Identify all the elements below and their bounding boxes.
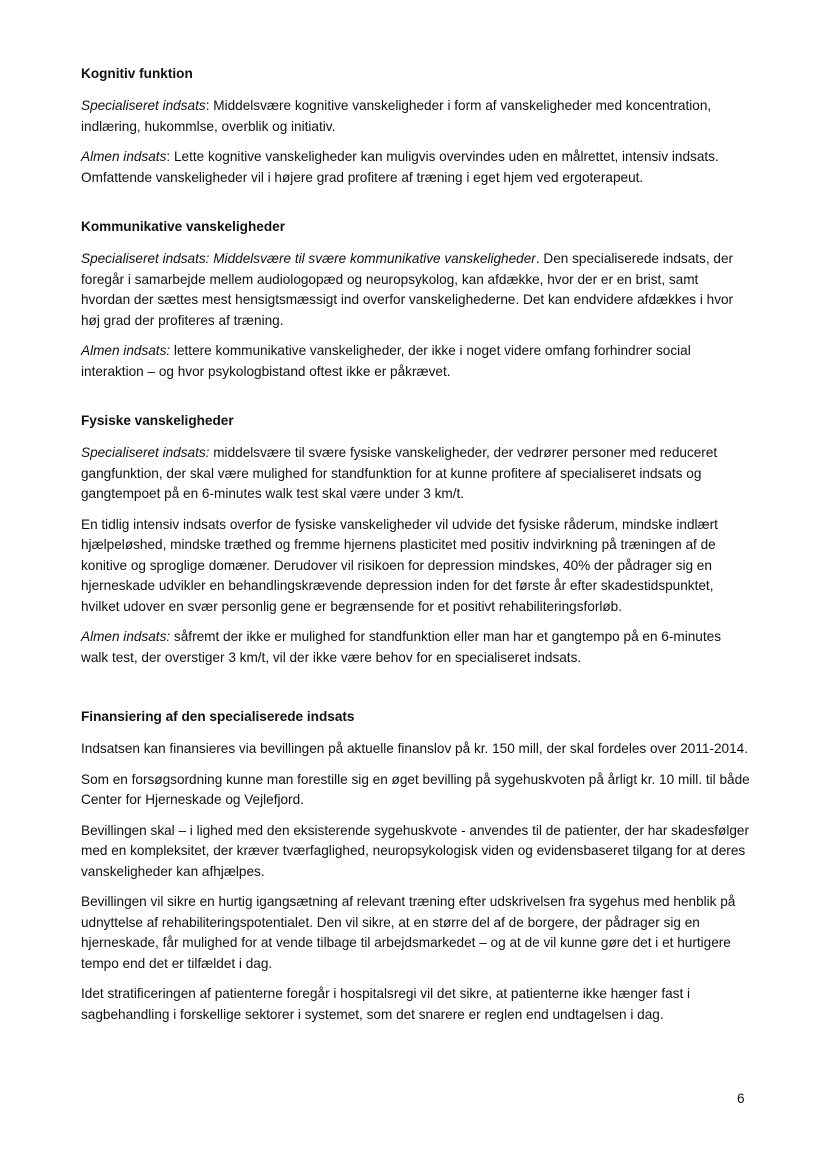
paragraph [81, 341, 751, 382]
paragraph-text: Bevillingen skal – i lighed med den eksisterende sygehuskvote - anvendes til de patienter, der har skadesfølger med en kompleksitet, der kræver tværfaglighed, neuropsykologisk viden og evidensbaseret tilgang for at deres vanskeligheder kan afhjælpes. [81, 822, 749, 879]
paragraph [81, 984, 751, 1025]
paragraph-text: : Middelsvære kognitive vanskeligheder i form af vanskeligheder med koncentration, indlæring, hukommlse, overblik og initiativ. [81, 98, 712, 134]
section-heading: Kommunikative vanskeligheder [81, 219, 285, 234]
paragraph [81, 892, 751, 974]
paragraph [81, 515, 751, 618]
paragraph-text: såfremt der ikke er mulighed for standfunktion eller man har et gangtempo på en 6-minutes walk test, der overstiger 3 km/t, vil der ikke være behov for en specialiseret indsats. [81, 629, 721, 665]
section-kognitiv [81, 64, 751, 188]
paragraph [81, 443, 751, 505]
paragraph-lead: Specialiseret indsats: [81, 445, 210, 460]
paragraph-text: middelsvære til svære fysiske vanskeligheder, der vedrører personer med reduceret gangfunktion, der skal være mulighed for standfunktion for at kunne profitere af specialiseret indsats og gangtempoet på en 6-minutes walk test skal være under 3 km/t. [81, 445, 718, 501]
section-finansiering [81, 707, 751, 1025]
paragraph [81, 249, 751, 331]
paragraph-text: : Lette kognitive vanskeligheder kan muligvis overvindes uden en målrettet, intensiv indsats. Omfattende vanskeligheder vil i højere grad profitere af træning i eget hjem ved ergoterapeut. [81, 149, 719, 185]
document-body [81, 64, 751, 1054]
paragraph-lead: Almen indsats [81, 149, 167, 164]
paragraph-lead: Specialiseret indsats [81, 98, 206, 113]
page-number: 6 [737, 1091, 745, 1106]
paragraph-text: Indsatsen kan finansieres via bevillingen på aktuelle finanslov på kr. 150 mill, der skal fordeles over 2011-2014. [81, 741, 748, 756]
section-kommunikative [81, 217, 751, 382]
paragraph [81, 770, 751, 811]
paragraph-lead: Almen indsats: [81, 629, 171, 644]
paragraph-text: Bevillingen vil sikre en hurtig igangsætning af relevant træning efter udskrivelsen fra sygehus med henblik på udnyttelse af rehabiliteringspotentialet. Den vil sikre, at en større del af de borgere, der pådrager sig en hjerneskade, får mulighed for at vende tilbage til arbejdsmarkedet – og at de vil kunne gøre det i et hurtigere tempo end det er tilfældet i dag. [81, 894, 736, 971]
paragraph [81, 96, 751, 137]
section-heading: Kognitiv funktion [81, 66, 193, 81]
paragraph-text: . Den specialiserede indsats, der foregår i samarbejde mellem audiologopæd og neuropsykolog, kan afdække, hvor der er en brist, samt hvordan der sættes mest hensigtsmæssigt ind overfor vanskelighederne. Det kan endvidere afdækkes i hvor høj grad der profiteres af træning. [81, 251, 734, 328]
paragraph-text: lettere kommunikative vanskeligheder, der ikke i noget videre omfang forhindrer social interaktion – og hvor psykologbistand oftest ikke er påkrævet. [81, 343, 691, 379]
paragraph-text: Idet stratificeringen af patienterne foregår i hospitalsregi vil det sikre, at patienterne ikke hænger fast i sagbehandling i forskellige sektorer i systemet, som det snarere er reglen end undtagelsen i dag. [81, 986, 691, 1022]
paragraph-lead: Specialiseret indsats: Middelsvære til svære kommunikative vanskeligheder [81, 251, 536, 266]
paragraph-lead: Almen indsats: [81, 343, 171, 358]
section-fysiske [81, 411, 751, 668]
section-heading: Fysiske vanskeligheder [81, 413, 234, 428]
paragraph-text: Som en forsøgsordning kunne man forestille sig en øget bevilling på sygehuskvoten på årligt kr. 10 mill. til både Center for Hjerneskade og Vejlefjord. [81, 771, 750, 807]
paragraph [81, 627, 751, 668]
paragraph [81, 147, 751, 188]
paragraph-text: En tidlig intensiv indsats overfor de fysiske vanskeligheder vil udvide det fysiske råderum, mindske indlært hjælpeløshed, mindske træthed og fremme hjernens plasticitet med positiv indvirkning på træningen af de konitive og sproglige domæner. Derudover vil risikoen for depression mindskes, 40% der pådrager sig en hjerneskade udvikler en behandlingskrævende depression inden for det første år efter skadestidspunktet, hvilket udover en svær personlig gene er begrænsende for et positivt rehabiliteringsforløb. [81, 516, 718, 614]
section-heading: Finansiering af den specialiserede indsats [81, 709, 355, 724]
paragraph [81, 821, 751, 883]
paragraph [81, 739, 751, 760]
